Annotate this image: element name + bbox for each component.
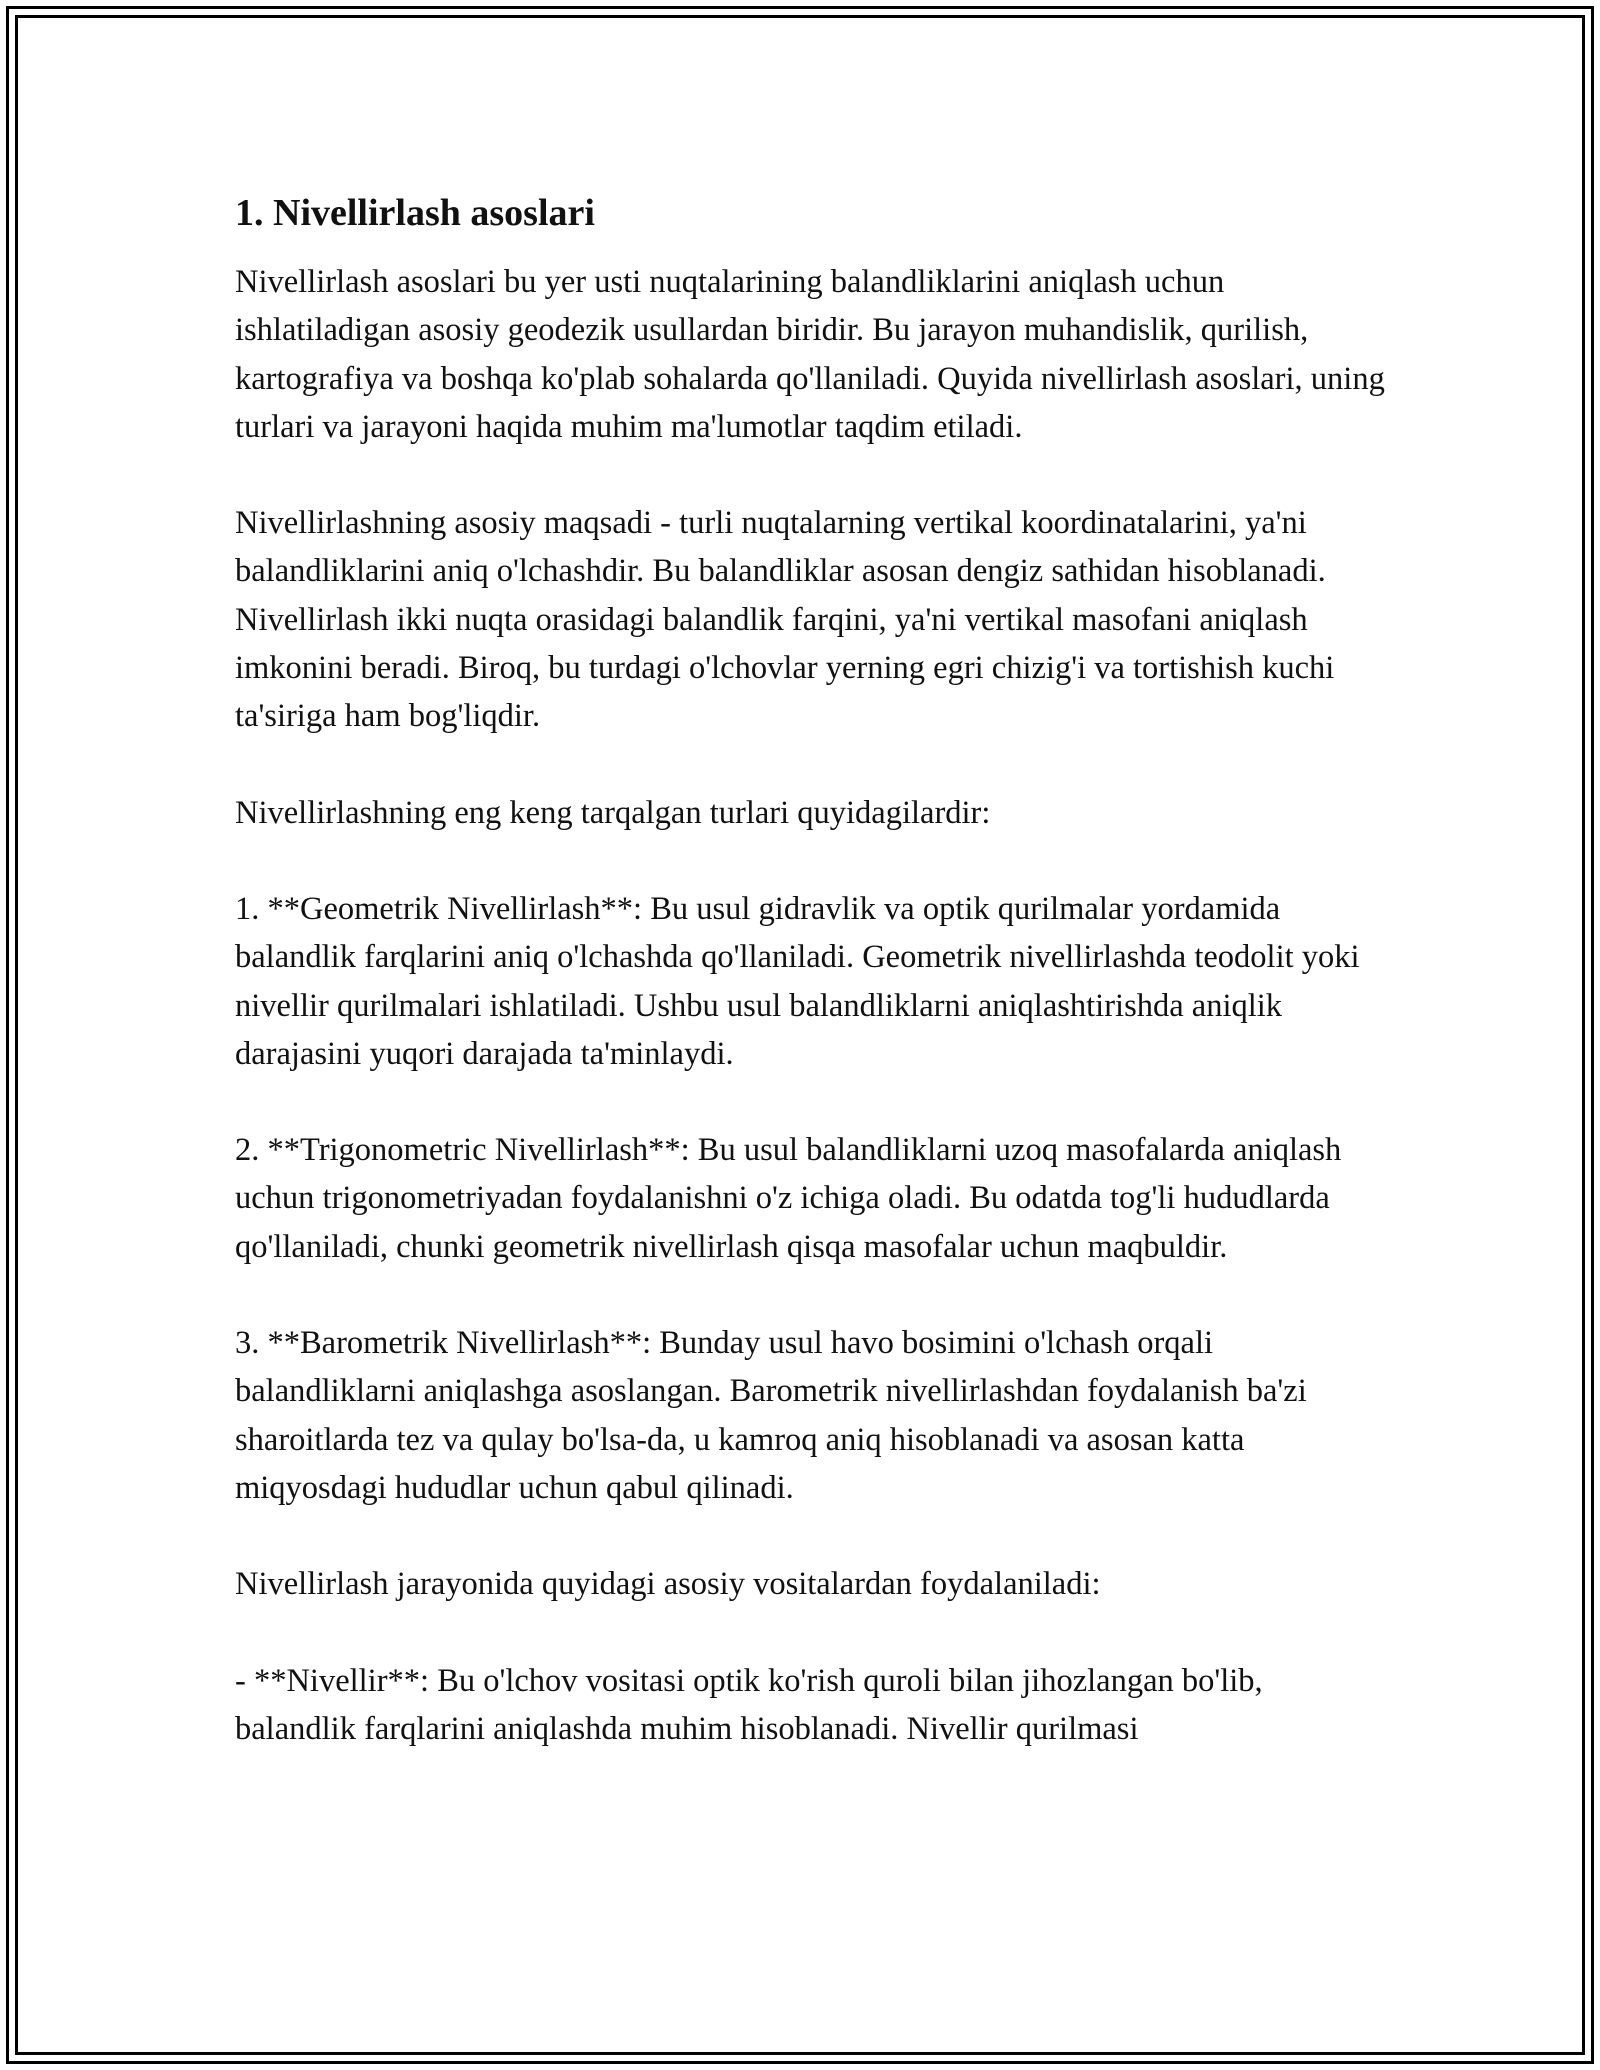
paragraph-tools-heading: Nivellirlash jarayonida quyidagi asosiy vositalardan foydalaniladi: <box>235 1566 1101 1603</box>
paragraph-geometric: 1. **Geometrik Nivellirlash**: Bu usul gidravlik va optik qurilmalar yordamida balandlik farqlarini aniq o'lchashda qo'llaniladi. Geometrik nivellirlashda teodolit yoki nivellir qurilmalari ishlatiladi. Ushbu usul balandliklarni aniqlashtirishda aniqlik darajasini yuqori darajada ta'minlaydi. <box>235 890 1360 1072</box>
paragraph-purpose: Nivellirlashning asosiy maqsadi - turli nuqtalarning vertikal koordinatalarini, ya'ni balandliklarini aniq o'lchashdir. Bu balandliklar asosan dengiz sathidan hisoblanadi. Nivellirlash ikki nuqta orasidagi balandlik farqini, ya'ni vertikal masofani aniqlash imkonini beradi. Biroq, bu turdagi o'lchovlar yerning egri chizig'i va tortishish kuchi ta'siriga ham bog'liqdir. <box>235 505 1335 735</box>
paragraph-barometric: 3. **Barometrik Nivellirlash**: Bunday usul havo bosimini o'lchash orqali balandliklarni aniqlashga asoslangan. Barometrik nivellirlashdan foydalanish ba'zi sharoitlarda tez va qulay bo'lsa-da, u kamroq aniq hisoblanadi va asosan katta miqyosdagi hududlar uchun qabul qilinadi. <box>235 1325 1307 1506</box>
document-title: 1. Nivellirlash asoslari <box>235 192 595 234</box>
paragraph-intro: Nivellirlash asoslari bu yer usti nuqtalarining balandliklarini aniqlash uchun ishlatiladigan asosiy geodezik usullardan biridir. Bu jarayon muhandislik, qurilish, kartografiya va boshqa ko'plab sohalarda qo'llaniladi. Quyida nivellirlash asoslari, uning turlari va jarayoni haqida muhim ma'lumotlar taqdim etiladi. <box>235 264 1385 445</box>
paragraph-types-heading: Nivellirlashning eng keng tarqalgan turlari quyidagilardir: <box>235 794 991 831</box>
paragraph-trigonometric: 2. **Trigonometric Nivellirlash**: Bu usul balandliklarni uzoq masofalarda aniqlash uchun trigonometriyadan foydalanishni o'z ichiga oladi. Bu odatda tog'li hududlarda qo'llaniladi, chunki geometrik nivellirlash qisqa masofalar uchun maqbuldir. <box>235 1132 1342 1265</box>
paragraph-nivellir: - **Nivellir**: Bu o'lchov vositasi optik ko'rish quroli bilan jihozlangan bo'lib, balandlik farqlarini aniqlashda muhim hisoblanadi. Nivellir qurilmasi <box>235 1662 1263 1747</box>
document-body <box>235 188 1385 1801</box>
